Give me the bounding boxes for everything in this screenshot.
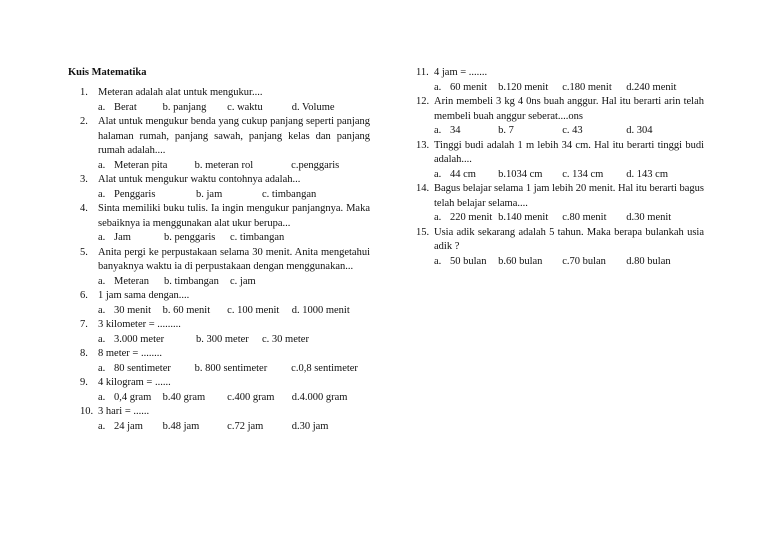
question-number: 5.	[80, 246, 88, 258]
answer-option	[195, 159, 292, 174]
option-text: b. jam	[196, 188, 223, 200]
answer-option	[163, 304, 228, 319]
answer-option	[626, 255, 704, 270]
question-number: 13.	[416, 139, 430, 151]
question-number: 10.	[80, 406, 94, 417]
option-letter: a.	[98, 391, 106, 403]
option-letter: a.	[98, 101, 106, 113]
answer-options	[98, 304, 370, 319]
answer-option	[164, 275, 230, 290]
question-text: 8 meter = ........	[98, 348, 162, 359]
option-text: b. penggaris	[164, 232, 216, 243]
answer-options	[98, 420, 370, 435]
option-text: b. 60 menit	[162, 304, 211, 316]
answer-options	[98, 159, 370, 174]
answer-option	[434, 168, 498, 183]
option-text: Jam	[114, 232, 131, 243]
option-text: d.240 menit	[626, 81, 677, 93]
option-text: b.60 bulan	[498, 255, 543, 267]
answer-option	[98, 275, 164, 290]
option-text: b. 800 sentimeter	[194, 362, 268, 374]
answer-options	[98, 231, 370, 246]
question-number: 14.	[416, 183, 430, 194]
question-text: 3 kilometer = .........	[98, 319, 181, 330]
question-item	[80, 173, 370, 202]
question-text: Alat untuk mengukur waktu contohnya adalah...	[98, 174, 301, 185]
question-text: Sinta memiliki buku tulis. Ia ingin mengukur panjangnya. Maka sebaiknya ia menggunakan alat ukur berupa...	[98, 203, 370, 229]
option-text: 30 menit	[114, 304, 152, 316]
question-text: 3 hari = ......	[98, 406, 150, 417]
option-text: c. 134 cm	[562, 168, 604, 180]
option-text: c.400 gram	[227, 391, 275, 403]
option-text: b. timbangan	[164, 275, 219, 287]
question-number: 2.	[80, 116, 88, 127]
option-letter: a.	[98, 159, 106, 171]
question-text: 4 kilogram = ......	[98, 377, 171, 388]
option-text: 3.000 meter	[114, 333, 165, 345]
option-text: b. 7	[498, 125, 514, 136]
question-text: 1 jam sama dengan....	[98, 290, 190, 301]
option-letter: a.	[98, 333, 106, 345]
answer-option	[98, 304, 163, 319]
option-text: c.72 jam	[227, 420, 264, 432]
answer-option	[262, 188, 342, 203]
answer-option	[227, 304, 292, 319]
question-item	[80, 405, 370, 434]
answer-option	[98, 188, 196, 203]
option-text: b.120 menit	[498, 81, 549, 93]
option-text: d. 143 cm	[626, 168, 668, 180]
answer-option	[195, 362, 292, 377]
question-number: 15.	[416, 226, 430, 238]
option-text: b.1034 cm	[498, 168, 543, 180]
answer-options	[98, 188, 370, 203]
question-number: 11.	[416, 67, 429, 78]
answer-option	[292, 391, 370, 406]
option-text: c. 43	[562, 125, 583, 136]
answer-option	[292, 420, 370, 435]
answer-option	[98, 231, 164, 246]
option-text: d.80 bulan	[626, 255, 671, 267]
answer-option	[562, 255, 626, 270]
option-letter: a.	[98, 275, 106, 287]
quiz-title: Kuis Matematika	[68, 67, 147, 78]
answer-options	[98, 275, 370, 290]
question-item	[80, 202, 370, 246]
option-text: c. timbangan	[262, 188, 317, 200]
answer-options	[98, 362, 370, 377]
option-text: Berat	[114, 101, 137, 113]
question-item	[80, 86, 370, 115]
answer-option	[98, 333, 196, 348]
answer-option	[227, 420, 292, 435]
question-item	[80, 289, 370, 318]
answer-option	[562, 211, 626, 226]
question-number: 12.	[416, 96, 430, 107]
answer-option	[498, 81, 562, 96]
option-text: Meteran	[114, 275, 149, 287]
answer-option	[98, 159, 195, 174]
answer-option	[163, 101, 228, 116]
option-text: d. Volume	[291, 101, 335, 113]
question-item	[80, 246, 370, 290]
option-text: 34	[450, 125, 461, 136]
option-text: d. 304	[626, 125, 653, 136]
answer-options	[98, 101, 370, 116]
answer-option	[227, 391, 292, 406]
option-text: c. 30 meter	[262, 333, 309, 345]
option-letter: a.	[434, 81, 442, 93]
option-letter: a.	[434, 125, 442, 136]
option-text: c.0,8 sentimeter	[291, 362, 358, 374]
option-letter: a.	[434, 168, 442, 180]
answer-option	[98, 420, 163, 435]
left-column	[80, 86, 370, 434]
answer-options	[434, 168, 704, 183]
question-number: 1.	[80, 87, 88, 98]
answer-options	[98, 391, 370, 406]
option-text: b.48 jam	[162, 420, 200, 432]
question-text: Arin membeli 3 kg 4 0ns buah anggur. Hal itu berarti arin telah membeli buah anggur seberat....ons	[434, 96, 704, 122]
option-text: 80 sentimeter	[114, 362, 171, 374]
question-text: Alat untuk mengukur benda yang cukup panjang seperti panjang halaman rumah, panjang sawah, panjang kelas dan panjang rumah adalah....	[98, 116, 370, 156]
answer-option	[626, 124, 704, 139]
answer-options	[434, 211, 704, 226]
option-text: d.4.000 gram	[291, 391, 348, 403]
option-text: 24 jam	[114, 420, 143, 432]
option-text: 50 bulan	[450, 255, 487, 267]
answer-option	[230, 231, 310, 246]
option-text: b. panjang	[162, 101, 207, 113]
answer-option	[434, 81, 498, 96]
option-letter: a.	[98, 420, 106, 432]
option-text: c.80 menit	[562, 212, 607, 223]
answer-option	[230, 275, 310, 290]
question-number: 7.	[80, 319, 88, 330]
option-text: 60 menit	[450, 81, 488, 93]
option-letter: a.	[98, 188, 106, 200]
option-text: 0,4 gram	[114, 391, 152, 403]
answer-option	[291, 159, 370, 174]
option-text: c. waktu	[227, 101, 263, 113]
option-text: Penggaris	[114, 188, 156, 200]
answer-option	[562, 124, 626, 139]
option-text: d.30 jam	[291, 420, 329, 432]
answer-option	[434, 124, 498, 139]
answer-option	[626, 168, 704, 183]
answer-option	[98, 391, 163, 406]
question-item	[80, 347, 370, 376]
answer-options	[434, 81, 704, 96]
answer-option	[196, 188, 262, 203]
answer-option	[98, 362, 195, 377]
answer-option	[626, 81, 704, 96]
question-item	[416, 66, 704, 95]
answer-option	[164, 231, 230, 246]
question-number: 6.	[80, 290, 88, 301]
answer-options	[434, 124, 704, 139]
answer-option	[498, 211, 562, 226]
right-column	[416, 66, 704, 269]
question-item	[80, 376, 370, 405]
answer-option	[262, 333, 342, 348]
answer-options	[434, 255, 704, 270]
option-text: b. meteran rol	[194, 159, 254, 171]
question-item	[416, 139, 704, 183]
question-item	[416, 95, 704, 139]
option-text: d.30 menit	[626, 212, 672, 223]
question-number: 9.	[80, 377, 88, 388]
answer-option	[227, 101, 292, 116]
option-letter: a.	[98, 232, 106, 243]
answer-option	[196, 333, 262, 348]
option-text: 220 menit	[450, 212, 493, 223]
option-text: b. 300 meter	[196, 333, 249, 345]
answer-option	[626, 211, 704, 226]
option-text: c. jam	[230, 275, 256, 287]
question-number: 4.	[80, 203, 88, 214]
question-text: Meteran adalah alat untuk mengukur....	[98, 87, 263, 98]
answer-option	[163, 391, 228, 406]
question-text: Anita pergi ke perpustakaan selama 30 menit. Anita mengetahui banyaknya waktu ia di perpustakaan dengan menggunakan...	[98, 246, 370, 272]
answer-option	[98, 101, 163, 116]
answer-option	[498, 255, 562, 270]
option-text: b.140 menit	[498, 212, 549, 223]
question-item	[416, 182, 704, 226]
option-text: b.40 gram	[162, 391, 206, 403]
answer-option	[291, 362, 370, 377]
option-text: Meteran pita	[114, 159, 168, 171]
option-letter: a.	[434, 255, 442, 267]
answer-option	[163, 420, 228, 435]
option-text: c.70 bulan	[562, 255, 606, 267]
option-text: c.180 menit	[562, 81, 612, 93]
question-text: Tinggi budi adalah 1 m lebih 34 cm. Hal itu berarti tinggi budi adalah....	[434, 139, 704, 165]
option-text: c.penggaris	[291, 159, 340, 171]
answer-option	[562, 168, 626, 183]
option-letter: a.	[98, 362, 106, 374]
answer-option	[292, 101, 370, 116]
question-item	[80, 115, 370, 173]
answer-option	[498, 168, 562, 183]
question-text: Bagus belajar selama 1 jam lebih 20 menit. Hal itu berarti bagus telah belajar selama....	[434, 183, 705, 209]
question-number: 3.	[80, 174, 88, 185]
option-text: 44 cm	[450, 168, 476, 180]
question-number: 8.	[80, 348, 88, 359]
answer-option	[562, 81, 626, 96]
option-text: c. timbangan	[230, 232, 285, 243]
question-text: 4 jam = .......	[434, 67, 488, 78]
question-item	[80, 318, 370, 347]
option-letter: a.	[434, 212, 442, 223]
answer-option	[292, 304, 370, 319]
answer-options	[98, 333, 370, 348]
option-text: c. 100 menit	[227, 304, 280, 316]
answer-option	[434, 255, 498, 270]
answer-option	[434, 211, 498, 226]
answer-option	[498, 124, 562, 139]
option-text: d. 1000 menit	[291, 304, 350, 316]
question-item	[416, 226, 704, 270]
question-text: Usia adik sekarang adalah 5 tahun. Maka berapa bulankah usia adik ?	[434, 226, 704, 252]
option-letter: a.	[98, 304, 106, 316]
